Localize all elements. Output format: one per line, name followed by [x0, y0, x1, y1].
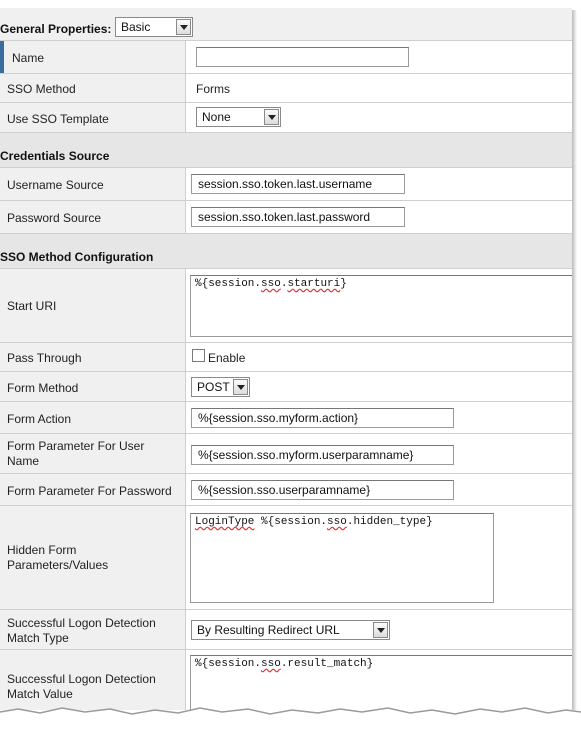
- general-properties-select[interactable]: [115, 17, 193, 37]
- chevron-down-icon[interactable]: [373, 622, 388, 638]
- logon-match-value-label: Successful Logon Detection Match Value: [7, 672, 156, 701]
- pass-through-label: Pass Through: [7, 351, 82, 365]
- form-param-password-row: [0, 474, 572, 506]
- username-source-label: Username Source: [7, 178, 104, 192]
- start-uri-label: Start URI: [7, 299, 57, 313]
- form-method-select[interactable]: [191, 377, 250, 397]
- page-shadow: [572, 10, 577, 710]
- form-method-value: POST: [197, 380, 230, 394]
- start-uri-row: [0, 269, 572, 343]
- sso-method-configuration-header: [0, 234, 572, 269]
- use-sso-template-value: None: [202, 110, 231, 124]
- sso-method-label: SSO Method: [7, 82, 76, 96]
- form-param-user-label: Form Parameter For User Name: [7, 439, 145, 468]
- pass-through-checkbox-label: Enable: [208, 351, 246, 365]
- sso-method-value: Forms: [196, 82, 230, 96]
- username-source-input[interactable]: [191, 174, 405, 194]
- hidden-params-label: Hidden Form Parameters/Values: [7, 543, 109, 572]
- logon-match-type-row: [0, 610, 572, 650]
- use-sso-template-label: Use SSO Template: [7, 112, 109, 126]
- use-sso-template-select[interactable]: [196, 107, 281, 127]
- start-uri-textarea[interactable]: %{session.sso.starturi}: [190, 275, 572, 337]
- form-method-label: Form Method: [7, 381, 79, 395]
- password-source-input[interactable]: [191, 207, 405, 227]
- form-param-user-input[interactable]: [191, 445, 454, 465]
- torn-bottom-edge: [0, 700, 581, 736]
- general-properties-label: General Properties:: [0, 22, 112, 36]
- general-properties-row: [0, 8, 572, 41]
- pass-through-checkbox[interactable]: [192, 349, 205, 362]
- password-source-label: Password Source: [7, 211, 102, 225]
- form-param-user-row: [0, 434, 572, 474]
- logon-match-type-select[interactable]: [191, 620, 390, 640]
- chevron-down-icon[interactable]: [264, 109, 279, 125]
- credentials-source-title: Credentials Source: [0, 149, 110, 163]
- form-action-row: [0, 402, 572, 434]
- hidden-params-textarea[interactable]: LoginType %{session.sso.hidden_type}: [190, 513, 494, 603]
- hidden-params-row: [0, 506, 572, 610]
- form-param-password-label: Form Parameter For Password: [7, 484, 172, 498]
- sso-configuration-form: [0, 8, 572, 710]
- password-source-row: [0, 201, 572, 234]
- chevron-down-icon[interactable]: [176, 19, 191, 35]
- logon-match-type-label: Successful Logon Detection Match Type: [7, 616, 156, 645]
- chevron-down-icon[interactable]: [233, 379, 248, 395]
- logon-match-value-textarea[interactable]: %{session.sso.result_match}: [190, 655, 572, 710]
- logon-match-type-value: By Resulting Redirect URL: [197, 623, 340, 637]
- sso-method-configuration-title: SSO Method Configuration: [0, 250, 154, 264]
- name-label-cell: [4, 41, 186, 73]
- form-param-password-input[interactable]: [191, 480, 454, 500]
- pass-through-row: [0, 343, 572, 372]
- form-action-label: Form Action: [7, 412, 72, 426]
- form-action-input[interactable]: [191, 408, 454, 428]
- sso-method-row: [0, 74, 572, 103]
- name-row: [0, 41, 572, 74]
- name-label: Name: [12, 51, 45, 65]
- form-method-row: [0, 372, 572, 402]
- name-input[interactable]: [196, 47, 409, 67]
- general-properties-select-value: Basic: [121, 20, 151, 34]
- credentials-source-header: [0, 133, 572, 168]
- username-source-row: [0, 168, 572, 201]
- use-sso-template-row: [0, 103, 572, 133]
